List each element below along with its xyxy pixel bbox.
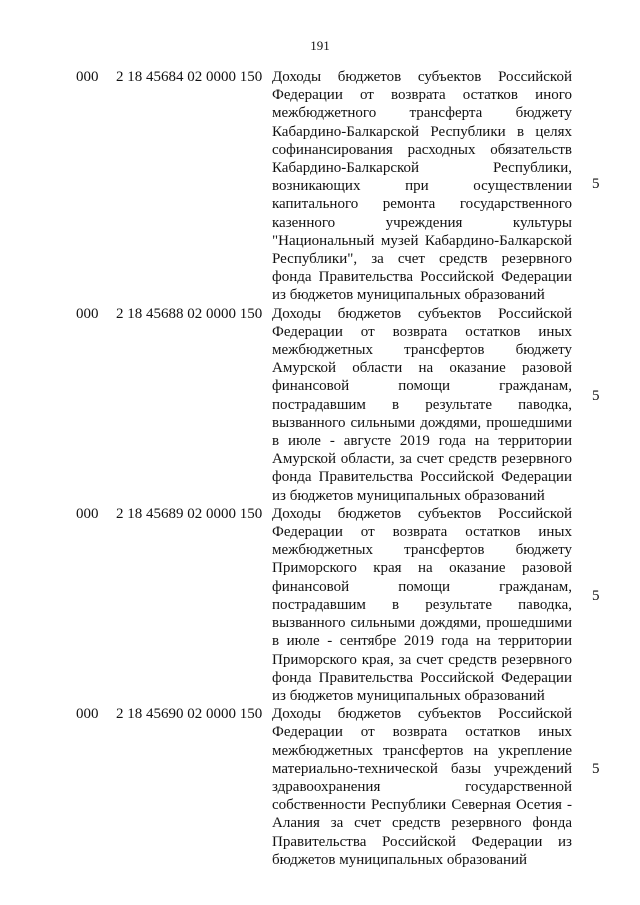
income-description: Доходы бюджетов субъектов Российской Федерации от возврата остатков иного межбюджетного трансферта бюджету Кабардино-Балкарской Республики в целях софинансирования расходных обязательств Кабардино-Балкарской Республики, возникающих при осуществлении капитального ремонта государственного казенного учреждения культуры "Национальный музей Кабардино-Балкарской Республики", за счет средств резервного фонда Правительства Российской Федерации из бюджетов муниципальных образований: [272, 69, 572, 304]
table-row: [0, 505, 640, 705]
income-description: Доходы бюджетов субъектов Российской Федерации от возврата остатков иных межбюджетных трансфертов бюджету Амурской области на оказание разовой финансовой помощи гражданам, пострадавшим в результате паводка, вызванного сильными дождями, прошедшими в июле - августе 2019 года на территории Амурской области, за счет средств резервного фонда Правительства Российской Федерации из бюджетов муниципальных образований: [272, 305, 572, 504]
table-row: [0, 305, 640, 505]
admin-code: 000: [76, 505, 99, 522]
page-number: 191: [310, 38, 330, 53]
column-value: 5: [592, 587, 600, 604]
classification-table: [0, 68, 640, 869]
table-row: [0, 68, 640, 305]
kbk-code: 2 18 45689 02 0000 150: [116, 505, 263, 522]
admin-code: 000: [76, 706, 99, 723]
kbk-code: 2 18 45688 02 0000 150: [116, 305, 263, 322]
table-row: [0, 705, 640, 869]
kbk-code: 2 18 45684 02 0000 150: [116, 69, 263, 85]
column-value: 5: [592, 176, 600, 192]
column-value: 5: [592, 387, 600, 404]
income-description: Доходы бюджетов субъектов Российской Федерации от возврата остатков иных межбюджетных трансфертов на укрепление материально-технической базы учреждений здравоохранения государственной собственности Республики Северная Осетия - Алания за счет средств резервного фонда Правительства Российской Федерации из бюджетов муниципальных образований: [272, 706, 572, 868]
column-value: 5: [592, 761, 600, 778]
kbk-code: 2 18 45690 02 0000 150: [116, 706, 263, 723]
admin-code: 000: [76, 305, 99, 322]
admin-code: 000: [76, 69, 99, 85]
income-description: Доходы бюджетов субъектов Российской Федерации от возврата остатков иных межбюджетных трансфертов бюджету Приморского края на оказание разовой финансовой помощи гражданам, пострадавшим в результате паводка, вызванного сильными дождями, прошедшими в июле - сентябре 2019 года на территории Приморского края, за счет средств резервного фонда Правительства Российской Федерации из бюджетов муниципальных образований: [272, 505, 572, 704]
